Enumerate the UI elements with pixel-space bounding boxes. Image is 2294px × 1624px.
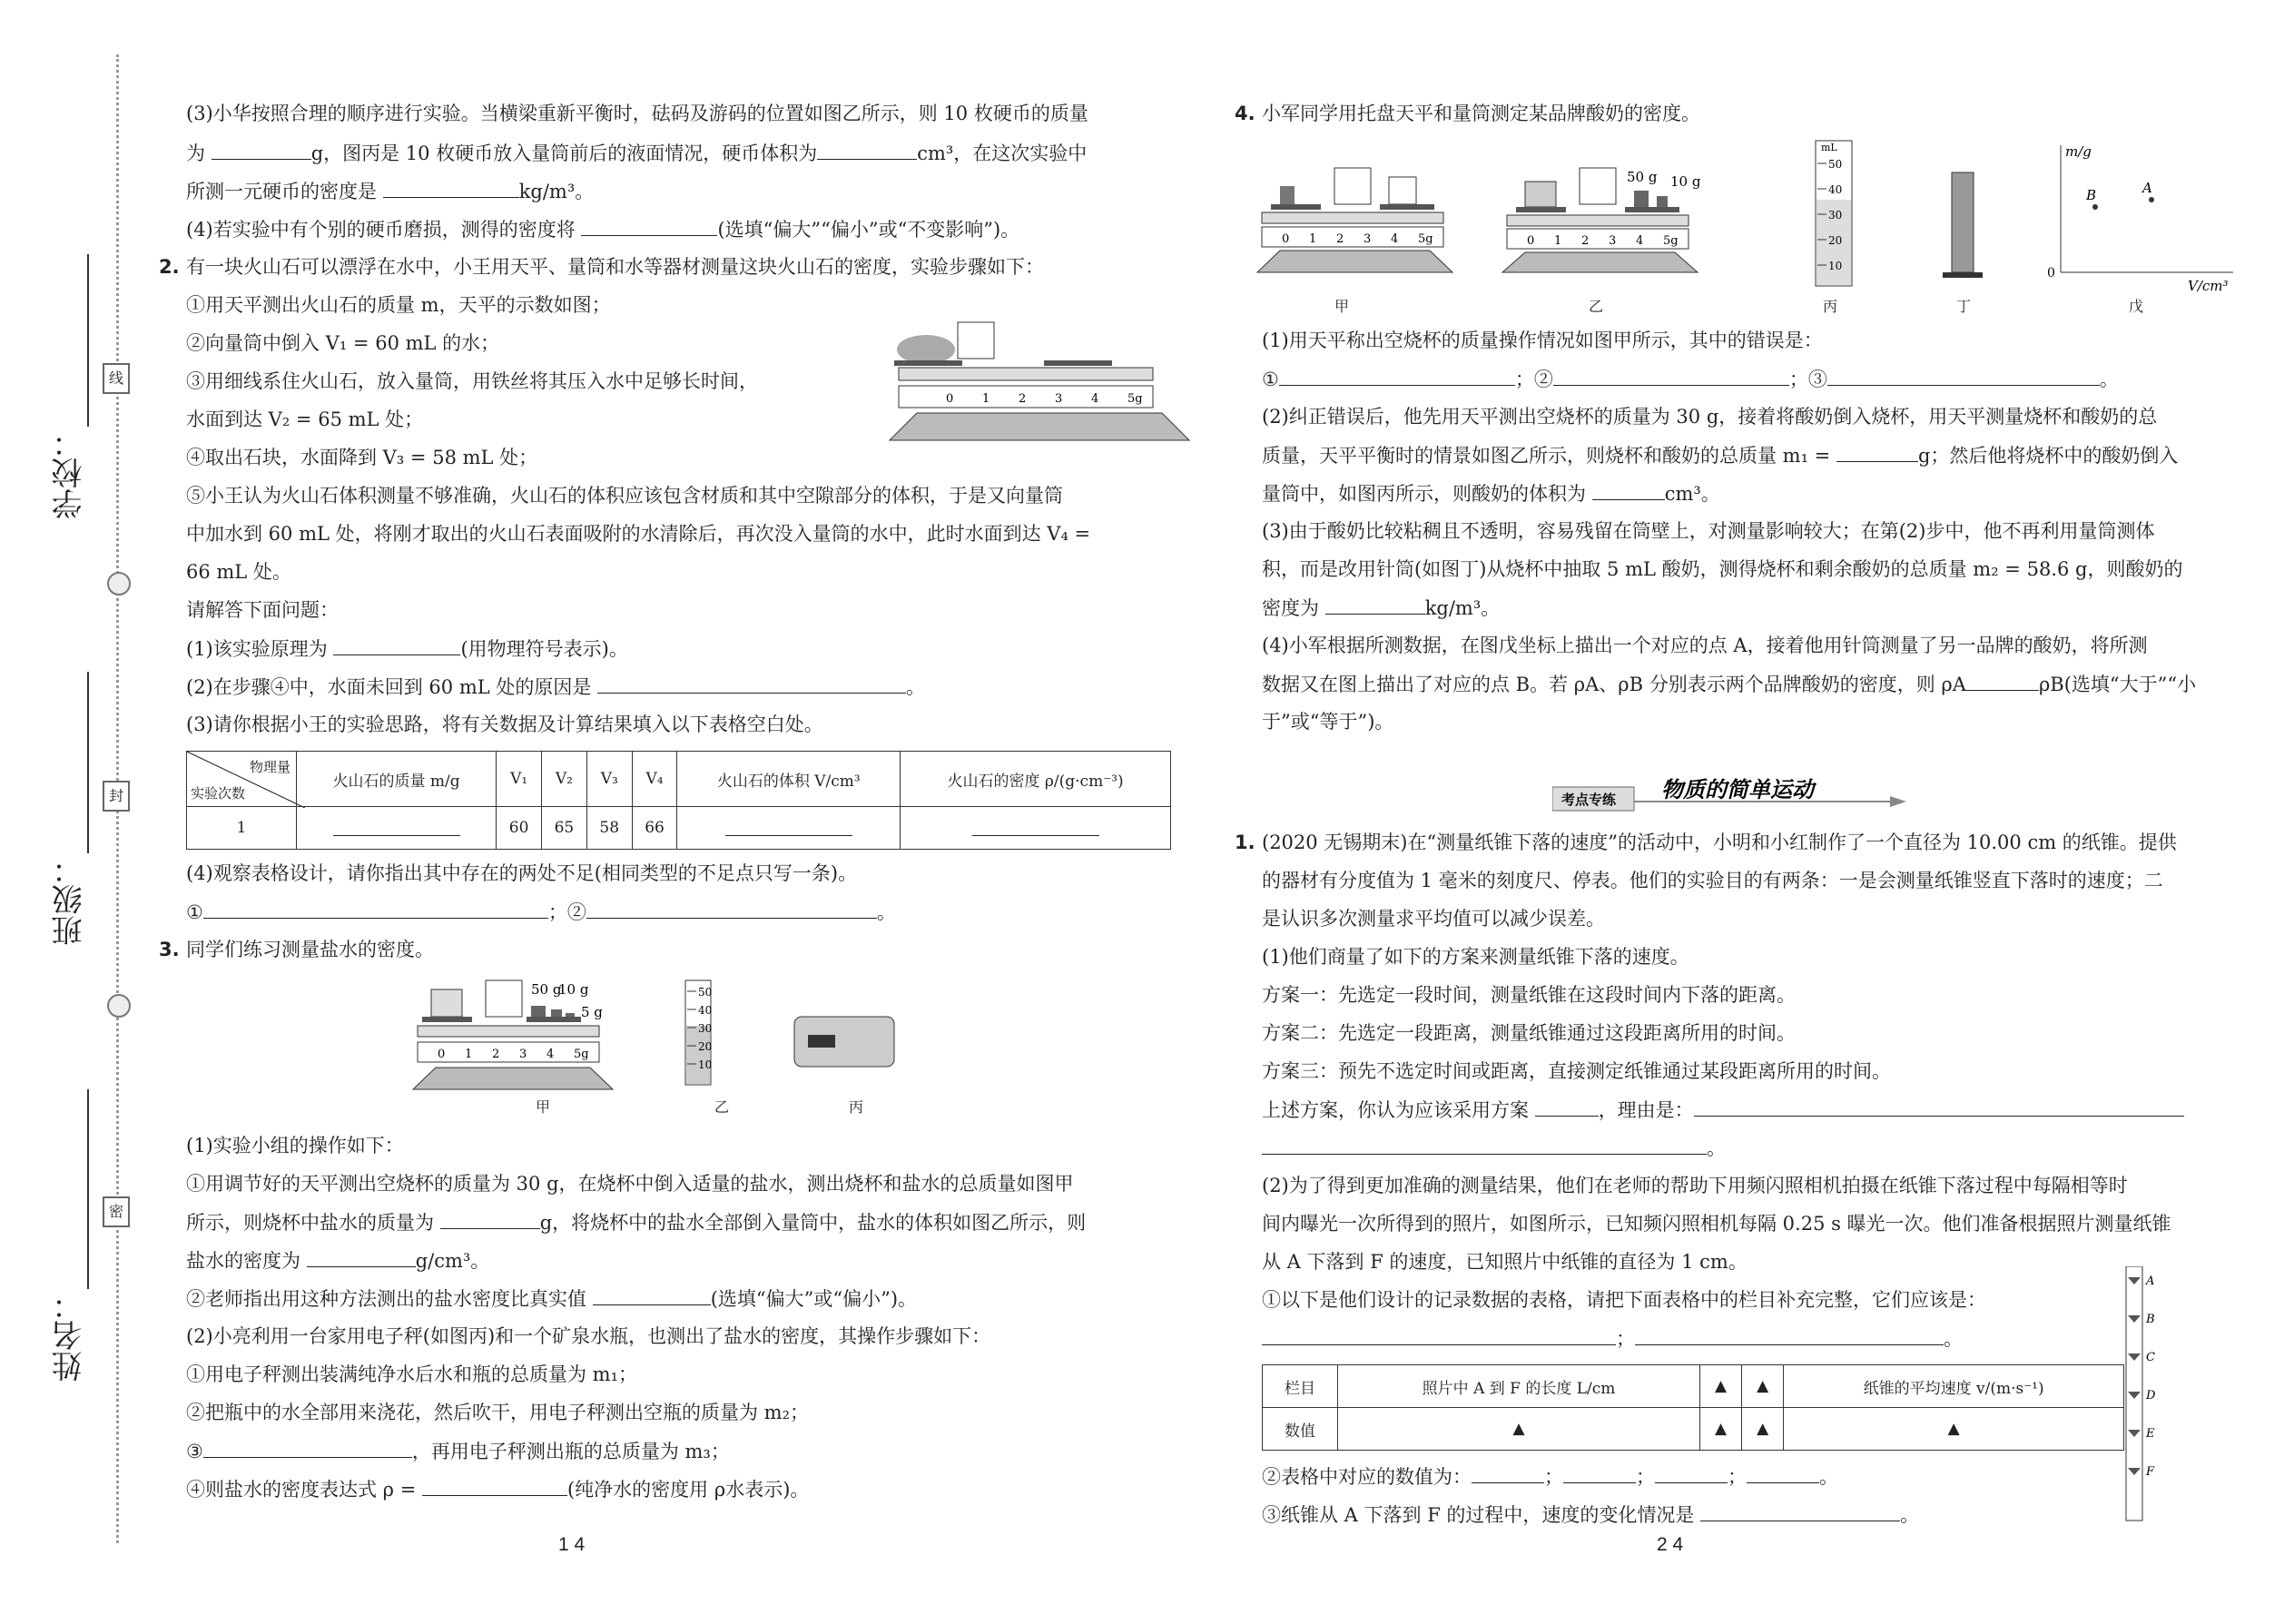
answer-blank[interactable] xyxy=(1262,1134,1707,1155)
text-line: 于”或“等于”)。 xyxy=(1262,711,1394,733)
point-b-label: B xyxy=(2086,187,2097,203)
balance-figure xyxy=(862,313,1216,468)
text-line: (1)实验小组的操作如下： xyxy=(186,1135,404,1156)
corner-label-top: 物理量 xyxy=(249,759,290,775)
point-a-label: A xyxy=(2142,180,2152,196)
text-line: ①用电子秤测出装满纯净水后水和瓶的总质量为 m₁； xyxy=(186,1363,638,1385)
scale-label: 0 xyxy=(946,392,954,406)
scale-label: 4 xyxy=(1091,392,1099,406)
question-number: 2. xyxy=(159,256,180,278)
answer-blank[interactable] xyxy=(1700,1501,1900,1521)
text-line: (3)请你根据小王的实验思路，将有关数据及计算结果填入以下表格空白处。 xyxy=(186,714,823,735)
scale-label: 2 xyxy=(1581,234,1590,248)
scale-label: 0 xyxy=(1282,232,1290,246)
pointer-dial xyxy=(1580,168,1616,204)
text-line: 上述方案，你认为应该采用方案 ，理由是： xyxy=(1262,1096,2184,1124)
table-header: ▲ xyxy=(1700,1365,1742,1408)
cylinder-label: 20 xyxy=(1828,234,1843,247)
table-cell: ▲ xyxy=(1700,1408,1742,1451)
text-line: 方案三：预先不选定时间或距离，直接测定纸锥通过某段距离所用的时间。 xyxy=(1262,1060,1891,1082)
x-axis-label: V/cm³ xyxy=(2188,278,2229,294)
binding-hole xyxy=(107,572,131,595)
beam xyxy=(1507,215,1689,226)
figure-caption: 戊 xyxy=(2129,298,2144,315)
syringe xyxy=(1952,172,1974,272)
scale-label: 0 xyxy=(438,1048,446,1061)
scale-label: 1 xyxy=(1309,232,1317,246)
text-line: (2)纠正错误后，他先用天平测出空烧杯的质量为 30 g，接着将酸奶倒入烧杯，用天平测量烧杯和酸奶的总 xyxy=(1262,406,2158,428)
table-header: 照片中 A 到 F 的长度 L/cm xyxy=(1338,1365,1700,1408)
figure-caption: 丙 xyxy=(1823,298,1838,315)
text-line: 所示，则烧杯中盐水的质量为 g，将烧杯中的盐水全部倒入量筒中，盐水的体积如图乙所示，则 xyxy=(186,1208,1086,1236)
class-line xyxy=(87,672,89,853)
answer-blank[interactable] xyxy=(333,635,460,655)
answer-blank[interactable] xyxy=(1535,1096,1599,1117)
text-line: ②向量筒中倒入 V₁ = 60 mL 的水； xyxy=(186,332,500,354)
beam xyxy=(1262,212,1443,223)
answer-blank[interactable] xyxy=(1966,670,2039,691)
balance-base xyxy=(1257,251,1452,272)
cone-label: B xyxy=(2146,1313,2155,1326)
table-header: 火山石的质量 m/g xyxy=(297,752,497,807)
text-line: (1)用天平称出空烧杯的质量操作情况如图甲所示，其中的错误是： xyxy=(1262,330,1823,351)
table-cell: ▲ xyxy=(1338,1408,1700,1451)
school-line xyxy=(87,254,89,427)
table-header: V₁ xyxy=(497,752,542,807)
answer-blank[interactable] xyxy=(212,139,311,160)
table-cell: 65 xyxy=(542,807,587,850)
table-corner-cell xyxy=(187,752,297,807)
text-line: 所测一元硬币的密度是 kg/m³。 xyxy=(186,177,594,205)
cylinder-label: 50 xyxy=(698,986,713,999)
scale-display xyxy=(808,1035,835,1048)
answer-blank[interactable] xyxy=(1325,594,1425,615)
answer-blank[interactable] xyxy=(1553,365,1789,386)
table-header: 火山石的密度 ρ/(g·cm⁻³) xyxy=(901,752,1171,807)
cylinder-label: 30 xyxy=(1828,209,1843,221)
scale-label: 4 xyxy=(546,1048,555,1061)
weight-10g xyxy=(1657,196,1668,207)
class-label: 班级： xyxy=(52,853,88,946)
table-cell: ▲ xyxy=(1742,1408,1784,1451)
right-pan xyxy=(1625,207,1679,212)
right-pan xyxy=(1380,204,1434,210)
text-line: ④则盐水的密度表达式 ρ = (纯净水的密度用 ρ水表示)。 xyxy=(186,1475,809,1503)
text-line: 有一块火山石可以漂浮在水中，小王用天平、量筒和水等器材测量这块火山石的密度，实验步骤如下： xyxy=(186,256,1044,278)
weight-label: 5 g xyxy=(581,1004,603,1020)
scale-label: 4 xyxy=(1391,232,1399,246)
scale-label: 2 xyxy=(492,1048,500,1061)
answer-blank[interactable] xyxy=(1279,365,1515,386)
answer-blank[interactable] xyxy=(1472,1462,1544,1483)
weight-label: 50 g xyxy=(1627,169,1658,185)
text-line: 盐水的密度为 g/cm³。 xyxy=(186,1246,489,1275)
question-number: 3. xyxy=(159,939,180,960)
text-line: ②把瓶中的水全部用来浇花，然后吹干，用电子秤测出空瓶的质量为 m₂； xyxy=(186,1402,810,1423)
answer-blank[interactable] xyxy=(817,139,917,160)
table-cell: 数值 xyxy=(1263,1408,1338,1451)
text-line: ①以下是他们设计的记录数据的表格，请把下面表格中的栏目补充完整，它们应该是： xyxy=(1262,1289,1986,1311)
scale-label: 3 xyxy=(1609,234,1617,248)
text-line: 小军同学用托盘天平和量筒测定某品牌酸奶的密度。 xyxy=(1262,103,1700,124)
text-line: (2)在步骤④中，水面未回到 60 mL 处的原因是 。 xyxy=(186,673,925,701)
binding-strip xyxy=(0,0,127,1624)
origin-label: 0 xyxy=(2047,266,2055,281)
text-line: ②表格中对应的数值为： ； ； ； 。 xyxy=(1262,1462,1838,1491)
table-cell: ▲ xyxy=(1784,1408,2124,1451)
pointer-dial xyxy=(1334,168,1371,204)
table-cell: 58 xyxy=(586,807,632,850)
text-line: (1)他们商量了如下的方案来测量纸锥下落的速度。 xyxy=(1262,946,1689,968)
cylinder-label: 40 xyxy=(1828,183,1843,196)
weight-label: 10 g xyxy=(558,981,589,998)
cylinder-label: 40 xyxy=(698,1004,713,1017)
table-cell: 66 xyxy=(632,807,677,850)
corner-label-bottom: 实验次数 xyxy=(191,785,246,802)
banner-arrow xyxy=(1890,796,1906,807)
answer-blank[interactable] xyxy=(586,898,877,919)
scale-label: 3 xyxy=(1055,392,1063,406)
scale-label: 5g xyxy=(574,1048,589,1061)
cylinder-label: 10 xyxy=(698,1058,713,1071)
text-line: ①用调节好的天平测出空烧杯的质量为 30 g，在烧杯中倒入适量的盐水，测出烧杯和盐水的总质量如图甲 xyxy=(186,1173,1074,1195)
left-pan xyxy=(1271,204,1321,210)
text-line: (3)小华按照合理的顺序进行实验。当横梁重新平衡时，砝码及游码的位置如图乙所示，则 10 枚硬币的质量 xyxy=(186,103,1088,124)
text-line: 为 g，图丙是 10 枚硬币放入量筒前后的液面情况，硬币体积为 cm³，在这次实验中 xyxy=(186,139,1087,167)
text-line: (2)小亮利用一台家用电子秤(如图丙)和一个矿泉水瓶，也测出了盐水的密度，其操作步骤如下： xyxy=(186,1325,991,1347)
section-title: 物质的简单运动 xyxy=(1661,776,1814,802)
answer-blank[interactable] xyxy=(1592,479,1665,500)
answer-blank[interactable] xyxy=(1655,1462,1728,1483)
scale-label: 5g xyxy=(1127,392,1143,406)
beam xyxy=(418,1026,599,1037)
cylinder-label: 20 xyxy=(698,1040,713,1053)
cylinder-label: 10 xyxy=(1828,260,1843,272)
scale-label: 1 xyxy=(982,392,990,406)
text-line: 密度为 kg/m³。 xyxy=(1262,594,1500,622)
seal-tag-xian: 线 xyxy=(103,363,130,394)
answer-blank[interactable] xyxy=(1836,441,1918,462)
unit-label: mL xyxy=(1821,142,1837,153)
text-line: 方案二：先选定一段距离，测量纸锥通过这段距离所用的时间。 xyxy=(1262,1022,1796,1044)
text-line: ③纸锥从 A 下落到 F 的过程中，速度的变化情况是 。 xyxy=(1262,1501,1919,1529)
text-line: ① ；② ；③ 。 xyxy=(1262,365,2119,393)
volcanic-rock-table xyxy=(186,751,1171,850)
balance-base xyxy=(413,1068,613,1089)
text-line: (2)为了得到更加准确的测量结果，他们在老师的帮助下用频闪照相机拍摄在纸锥下落过程中每隔相等时 xyxy=(1262,1175,2128,1196)
text-line: (2020 无锡期末)在“测量纸锥下落的速度”的活动中，小明和小红制作了一个直径为 10.00 cm 的纸锥。提供 xyxy=(1262,832,2177,853)
table-cell[interactable] xyxy=(297,807,497,850)
answer-blank[interactable] xyxy=(440,1208,540,1229)
text-line: 请解答下面问题： xyxy=(186,599,339,621)
text-line: ⑤小王认为火山石体积测量不够准确，火山石的体积应该包含材质和其中空隙部分的体积，于是又向量筒 xyxy=(186,485,1063,507)
text-line: ③ ，再用电子秤测出瓶的总质量为 m₃； xyxy=(186,1437,730,1465)
beaker xyxy=(431,989,462,1017)
answer-blank[interactable] xyxy=(1747,1462,1819,1483)
volcanic-rock xyxy=(897,335,955,364)
scale-label: 2 xyxy=(1019,392,1027,406)
table-cell[interactable] xyxy=(901,807,1171,850)
text-line: ① ；② 。 xyxy=(186,898,896,926)
cone-label: E xyxy=(2146,1427,2155,1441)
text-line: 的器材有分度值为 1 毫米的刻度尺、停表。他们的实验目的有两条：一是会测量纸锥竖直下落时的速度；二 xyxy=(1262,870,2163,891)
figure-caption: 乙 xyxy=(714,1098,730,1116)
answer-blank[interactable] xyxy=(307,1246,416,1267)
cone-data-table xyxy=(1262,1364,2124,1451)
answer-blank[interactable] xyxy=(203,1437,412,1458)
cone-label: D xyxy=(2146,1389,2156,1403)
table-header: 火山石的体积 V/cm³ xyxy=(677,752,901,807)
question-number: 1. xyxy=(1235,832,1255,853)
text-line: ④取出石块，水面降到 V₃ = 58 mL 处； xyxy=(186,447,538,468)
weight-label: 10 g xyxy=(1670,173,1701,190)
balance-base xyxy=(890,413,1189,440)
point-a xyxy=(2149,197,2154,202)
scale-label: 4 xyxy=(1636,234,1644,248)
text-line: (4)小军根据所测数据，在图戊坐标上描出一个对应的点 A，接着他用针筒测量了另一品牌的酸奶，将所测 xyxy=(1262,635,2148,656)
text-line: (3)由于酸奶比较粘稠且不透明，容易残留在筒壁上，对测量影响较大；在第(2)步中，他不再利用量筒测体 xyxy=(1262,520,2155,542)
page-number: 1 4 xyxy=(558,1534,586,1555)
text-line: 量筒中，如图丙所示，则酸奶的体积为 cm³。 xyxy=(1262,479,1720,507)
table-header: V₃ xyxy=(586,752,632,807)
figure-caption: 丙 xyxy=(849,1098,864,1116)
scale-label: 0 xyxy=(1527,234,1535,248)
binding-hole xyxy=(107,994,131,1018)
answer-blank[interactable] xyxy=(581,215,717,236)
table-cell: 60 xyxy=(497,807,542,850)
scale-label: 3 xyxy=(519,1048,527,1061)
cylinder-label: 30 xyxy=(698,1022,713,1035)
text-line: 是认识多次测量求平均值可以减少误差。 xyxy=(1262,908,1605,930)
point-b xyxy=(2092,204,2098,210)
name-line xyxy=(87,1089,89,1289)
weight-50g xyxy=(1634,191,1649,207)
syringe-handle xyxy=(1943,272,1983,278)
figure-caption: 丁 xyxy=(1956,298,1972,315)
answer-blank[interactable] xyxy=(422,1475,567,1496)
figure-caption: 甲 xyxy=(1334,298,1350,315)
figure-caption: 甲 xyxy=(536,1098,551,1116)
right-pan xyxy=(527,1017,581,1022)
scale-label: 3 xyxy=(1364,232,1372,246)
beaker xyxy=(1525,182,1556,207)
right-pan xyxy=(1044,360,1112,366)
name-label: 姓名： xyxy=(52,1289,88,1382)
banner-tag: 考点专练 xyxy=(1561,792,1617,808)
scale-label: 5g xyxy=(1663,234,1679,248)
text-line: 66 mL 处。 xyxy=(186,561,291,583)
text-line: 同学们练习测量盐水的密度。 xyxy=(186,939,434,960)
left-pan xyxy=(894,360,962,366)
pointer-dial xyxy=(486,980,522,1017)
text-line: (1)该实验原理为 (用物理符号表示)。 xyxy=(186,635,628,663)
left-pan xyxy=(1516,207,1566,212)
text-line: 积，而是改用针筒(如图丁)从烧杯中抽取 5 mL 酸奶，测得烧杯和剩余酸奶的总质量 m₂ = 58.6 g，则酸奶的 xyxy=(1262,558,2183,580)
figure-caption: 乙 xyxy=(1589,298,1604,315)
answer-blank[interactable] xyxy=(597,673,906,694)
answer-blank[interactable] xyxy=(1262,1324,1616,1345)
scale-label: 1 xyxy=(465,1048,473,1061)
table-header: 栏目 xyxy=(1263,1365,1338,1408)
section-banner xyxy=(1552,774,1915,814)
answer-blank[interactable] xyxy=(383,177,519,198)
cone-label: A xyxy=(2146,1275,2155,1288)
beaker xyxy=(1389,177,1416,204)
cone-label: F xyxy=(2146,1465,2155,1479)
seal-tag-mi: 密 xyxy=(103,1196,130,1227)
cone-label: C xyxy=(2146,1351,2155,1364)
table-cell[interactable] xyxy=(677,807,901,850)
text-line: 质量，天平平衡时的情景如图乙所示，则烧杯和酸奶的总质量 m₁ = g；然后他将烧杯中的酸奶倒入 xyxy=(1262,441,2178,469)
scale-label: 1 xyxy=(1554,234,1562,248)
answer-blank[interactable] xyxy=(203,898,548,919)
pointer-dial xyxy=(958,322,994,359)
page-number: 2 4 xyxy=(1657,1534,1684,1555)
text-line: (4)若实验中有个别的硬币磨损，测得的密度将 (选填“偏大”“偏小”或“不变影响”)。 xyxy=(186,215,1019,243)
text-line: 。 xyxy=(1262,1134,1726,1162)
weight-50g xyxy=(531,1006,546,1019)
falling-cone-figure xyxy=(2124,1266,2170,1525)
table-header: V₂ xyxy=(542,752,587,807)
text-line: ③用细线系住火山石，放入量筒，用铁丝将其压入水中足够长时间， xyxy=(186,370,758,392)
text-line: (4)观察表格设计，请你指出其中存在的两处不足(相同类型的不足点只写一条)。 xyxy=(186,862,858,884)
answer-blank[interactable] xyxy=(1635,1324,1944,1345)
balance-base xyxy=(1502,252,1698,272)
text-line: ； 。 xyxy=(1262,1324,1963,1353)
text-line: 间内曝光一次所得到的照片，如图所示，已知频闪照相机每隔 0.25 s 曝光一次。他们准备根据照片测量纸锥 xyxy=(1262,1213,2171,1235)
answer-blank[interactable] xyxy=(593,1284,711,1305)
y-axis-label: m/g xyxy=(2065,143,2092,160)
text-line: 方案一：先选定一段时间，测量纸锥在这段时间内下落的距离。 xyxy=(1262,984,1796,1006)
scale-label: 5g xyxy=(1418,232,1433,246)
table-header: 纸锥的平均速度 v/(m·s⁻¹) xyxy=(1784,1365,2124,1408)
seal-tag-feng: 封 xyxy=(103,781,130,812)
yogurt-figures xyxy=(1244,136,2233,318)
answer-blank[interactable] xyxy=(1694,1096,2184,1117)
text-line: ②老师指出用这种方法测出的盐水密度比真实值 (选填“偏大”或“偏小”)。 xyxy=(186,1284,917,1313)
text-line: ①用天平测出火山石的质量 m，天平的示数如图； xyxy=(186,294,611,316)
text-line: 水面到达 V₂ = 65 mL 处； xyxy=(186,408,424,430)
answer-blank[interactable] xyxy=(1827,365,2100,386)
table-header: ▲ xyxy=(1742,1365,1784,1408)
text-line: 从 A 下落到 F 的速度，已知照片中纸锥的直径为 1 cm。 xyxy=(1262,1251,1748,1273)
answer-blank[interactable] xyxy=(1563,1462,1636,1483)
text-line: 数据又在图上描出了对应的点 B。若 ρA、ρB 分别表示两个品牌酸奶的密度，则 ρA ρB(选填“大于”“小 xyxy=(1262,670,2196,698)
table-cell: 1 xyxy=(187,807,297,850)
question-number: 4. xyxy=(1235,103,1255,124)
scale-label: 2 xyxy=(1336,232,1344,246)
table-header: V₄ xyxy=(632,752,677,807)
weight-label: 50 g xyxy=(531,981,562,998)
left-pan xyxy=(422,1017,472,1022)
text-line: 中加水到 60 mL 处，将刚才取出的火山石表面吸附的水清除后，再次没入量筒的水中，此时水面到达 V₄ = xyxy=(186,523,1091,545)
weight xyxy=(1280,186,1295,204)
cylinder-label: 50 xyxy=(1828,158,1843,171)
salt-water-figures xyxy=(404,971,949,1117)
school-label: 学校： xyxy=(52,427,88,519)
beam xyxy=(899,368,1153,380)
